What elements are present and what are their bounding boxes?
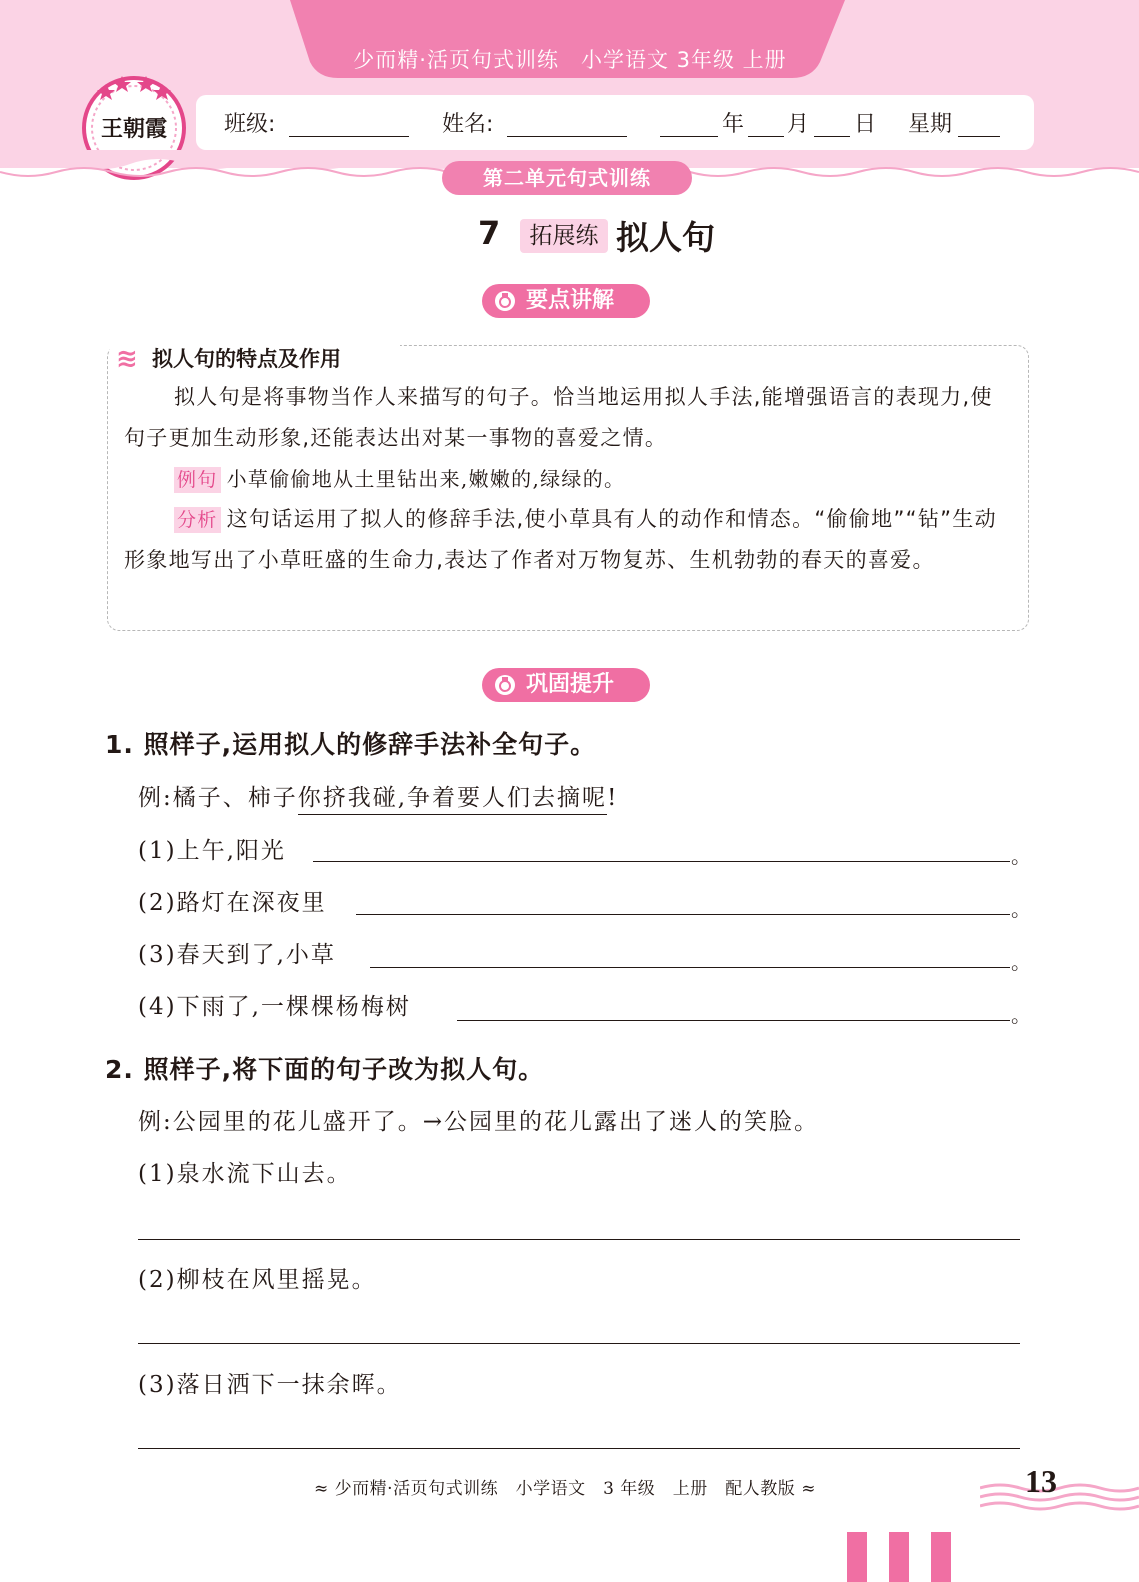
q1-item-3: (3)春天到了,小草 — [138, 942, 336, 968]
day-field[interactable] — [814, 112, 850, 137]
q1-item-4-period: 。 — [1011, 1003, 1031, 1027]
q1-item-1: (1)上午,阳光 — [138, 838, 286, 864]
section-pill-label: 巩固提升 — [526, 672, 615, 697]
medal-icon — [494, 290, 516, 312]
q1-item-4: (4)下雨了,一棵棵杨梅树 — [138, 994, 411, 1020]
intro-paragraph — [124, 377, 1014, 459]
series-title: 少而精·活页句式训练 小学语文 3年级 上册 — [353, 48, 787, 72]
name-field[interactable] — [507, 112, 627, 137]
q1-item-3-answer-line[interactable] — [370, 966, 1010, 968]
year-field[interactable] — [660, 112, 718, 137]
box-heading: 拟人句的特点及作用 — [152, 347, 341, 371]
weekday-field[interactable] — [958, 112, 1000, 137]
section-pill-key-points — [482, 284, 650, 318]
q2-item-1: (1)泉水流下山去。 — [138, 1161, 352, 1187]
year-label: 年 — [722, 112, 745, 137]
month-field[interactable] — [748, 112, 784, 137]
q1-example-underlined: 你挤我碰,争着要人们去摘呢 — [298, 785, 607, 815]
q1-item-4-answer-line[interactable] — [457, 1019, 1010, 1021]
q1-example-suffix: ! — [607, 785, 619, 811]
section-pill-label: 要点讲解 — [526, 288, 615, 313]
edge-bar — [889, 1532, 909, 1582]
day-label: 日 — [854, 112, 877, 137]
example-paragraph — [124, 459, 1014, 500]
q1-item-1-period: 。 — [1011, 844, 1031, 868]
page-number: 13 — [1025, 1463, 1057, 1499]
q1-item-3-period: 。 — [1011, 950, 1031, 974]
q2-item-3-answer-line[interactable] — [138, 1447, 1020, 1449]
analysis-text: 这句话运用了拟人的修辞手法,使小草具有人的动作和情态。“偷偷地”“钻”生动形象地写出了小草旺盛的生命力,表达了作者对万物复苏、生机勃勃的春天的喜爱。 — [124, 507, 997, 572]
q1-example — [138, 779, 618, 812]
example-text: 小草偷偷地从土里钻出来,嫩嫩的,绿绿的。 — [226, 467, 626, 491]
footer-text: ≈ 少而精·活页句式训练 小学语文 3 年级 上册 配人教版 ≈ — [314, 1479, 816, 1499]
q1-item-2: (2)路灯在深夜里 — [138, 890, 327, 916]
unit-title: 第二单元句式训练 — [442, 161, 692, 195]
edge-bar — [931, 1532, 951, 1582]
question-1-heading: 1. 照样子,运用拟人的修辞手法补全句子。 — [105, 730, 597, 759]
logo-text: 王朝霞 — [100, 116, 167, 142]
q1-example-prefix: 例:橘子、柿子 — [138, 785, 298, 811]
question-2-heading: 2. 照样子,将下面的句子改为拟人句。 — [105, 1055, 545, 1084]
analysis-tag: 分析 — [174, 507, 221, 533]
q2-item-1-answer-line[interactable] — [138, 1238, 1020, 1240]
weekday-label: 星期 — [908, 112, 953, 137]
class-field[interactable] — [289, 112, 409, 137]
month-label: 月 — [787, 112, 810, 137]
q1-item-2-answer-line[interactable] — [356, 913, 1010, 915]
example-tag: 例句 — [174, 467, 221, 493]
q1-item-2-period: 。 — [1011, 897, 1031, 921]
lesson-number: 7 — [478, 214, 501, 252]
analysis-paragraph — [124, 499, 1014, 581]
q2-item-2-answer-line[interactable] — [138, 1342, 1020, 1344]
intro-text: 拟人句是将事物当作人来描写的句子。恰当地运用拟人手法,能增强语言的表现力,使句子更加生动形象,还能表达出对某一事物的喜爱之情。 — [124, 385, 993, 450]
edge-bar — [847, 1532, 867, 1582]
lesson-tag: 拓展练 — [520, 219, 608, 253]
section-pill-practice — [482, 668, 650, 702]
q2-item-3: (3)落日洒下一抹余晖。 — [138, 1372, 402, 1398]
q2-item-2: (2)柳枝在风里摇晃。 — [138, 1267, 377, 1293]
q2-example: 例:公园里的花儿盛开了。→公园里的花儿露出了迷人的笑脸。 — [138, 1109, 820, 1135]
lesson-title: 拟人句 — [616, 218, 715, 257]
wave-icon: ≋ — [116, 344, 138, 374]
name-label: 姓名: — [442, 112, 494, 137]
medal-icon — [494, 674, 516, 696]
footer-wave-icon — [980, 1480, 1139, 1514]
q1-item-1-answer-line[interactable] — [313, 860, 1010, 862]
class-label: 班级: — [224, 112, 276, 137]
